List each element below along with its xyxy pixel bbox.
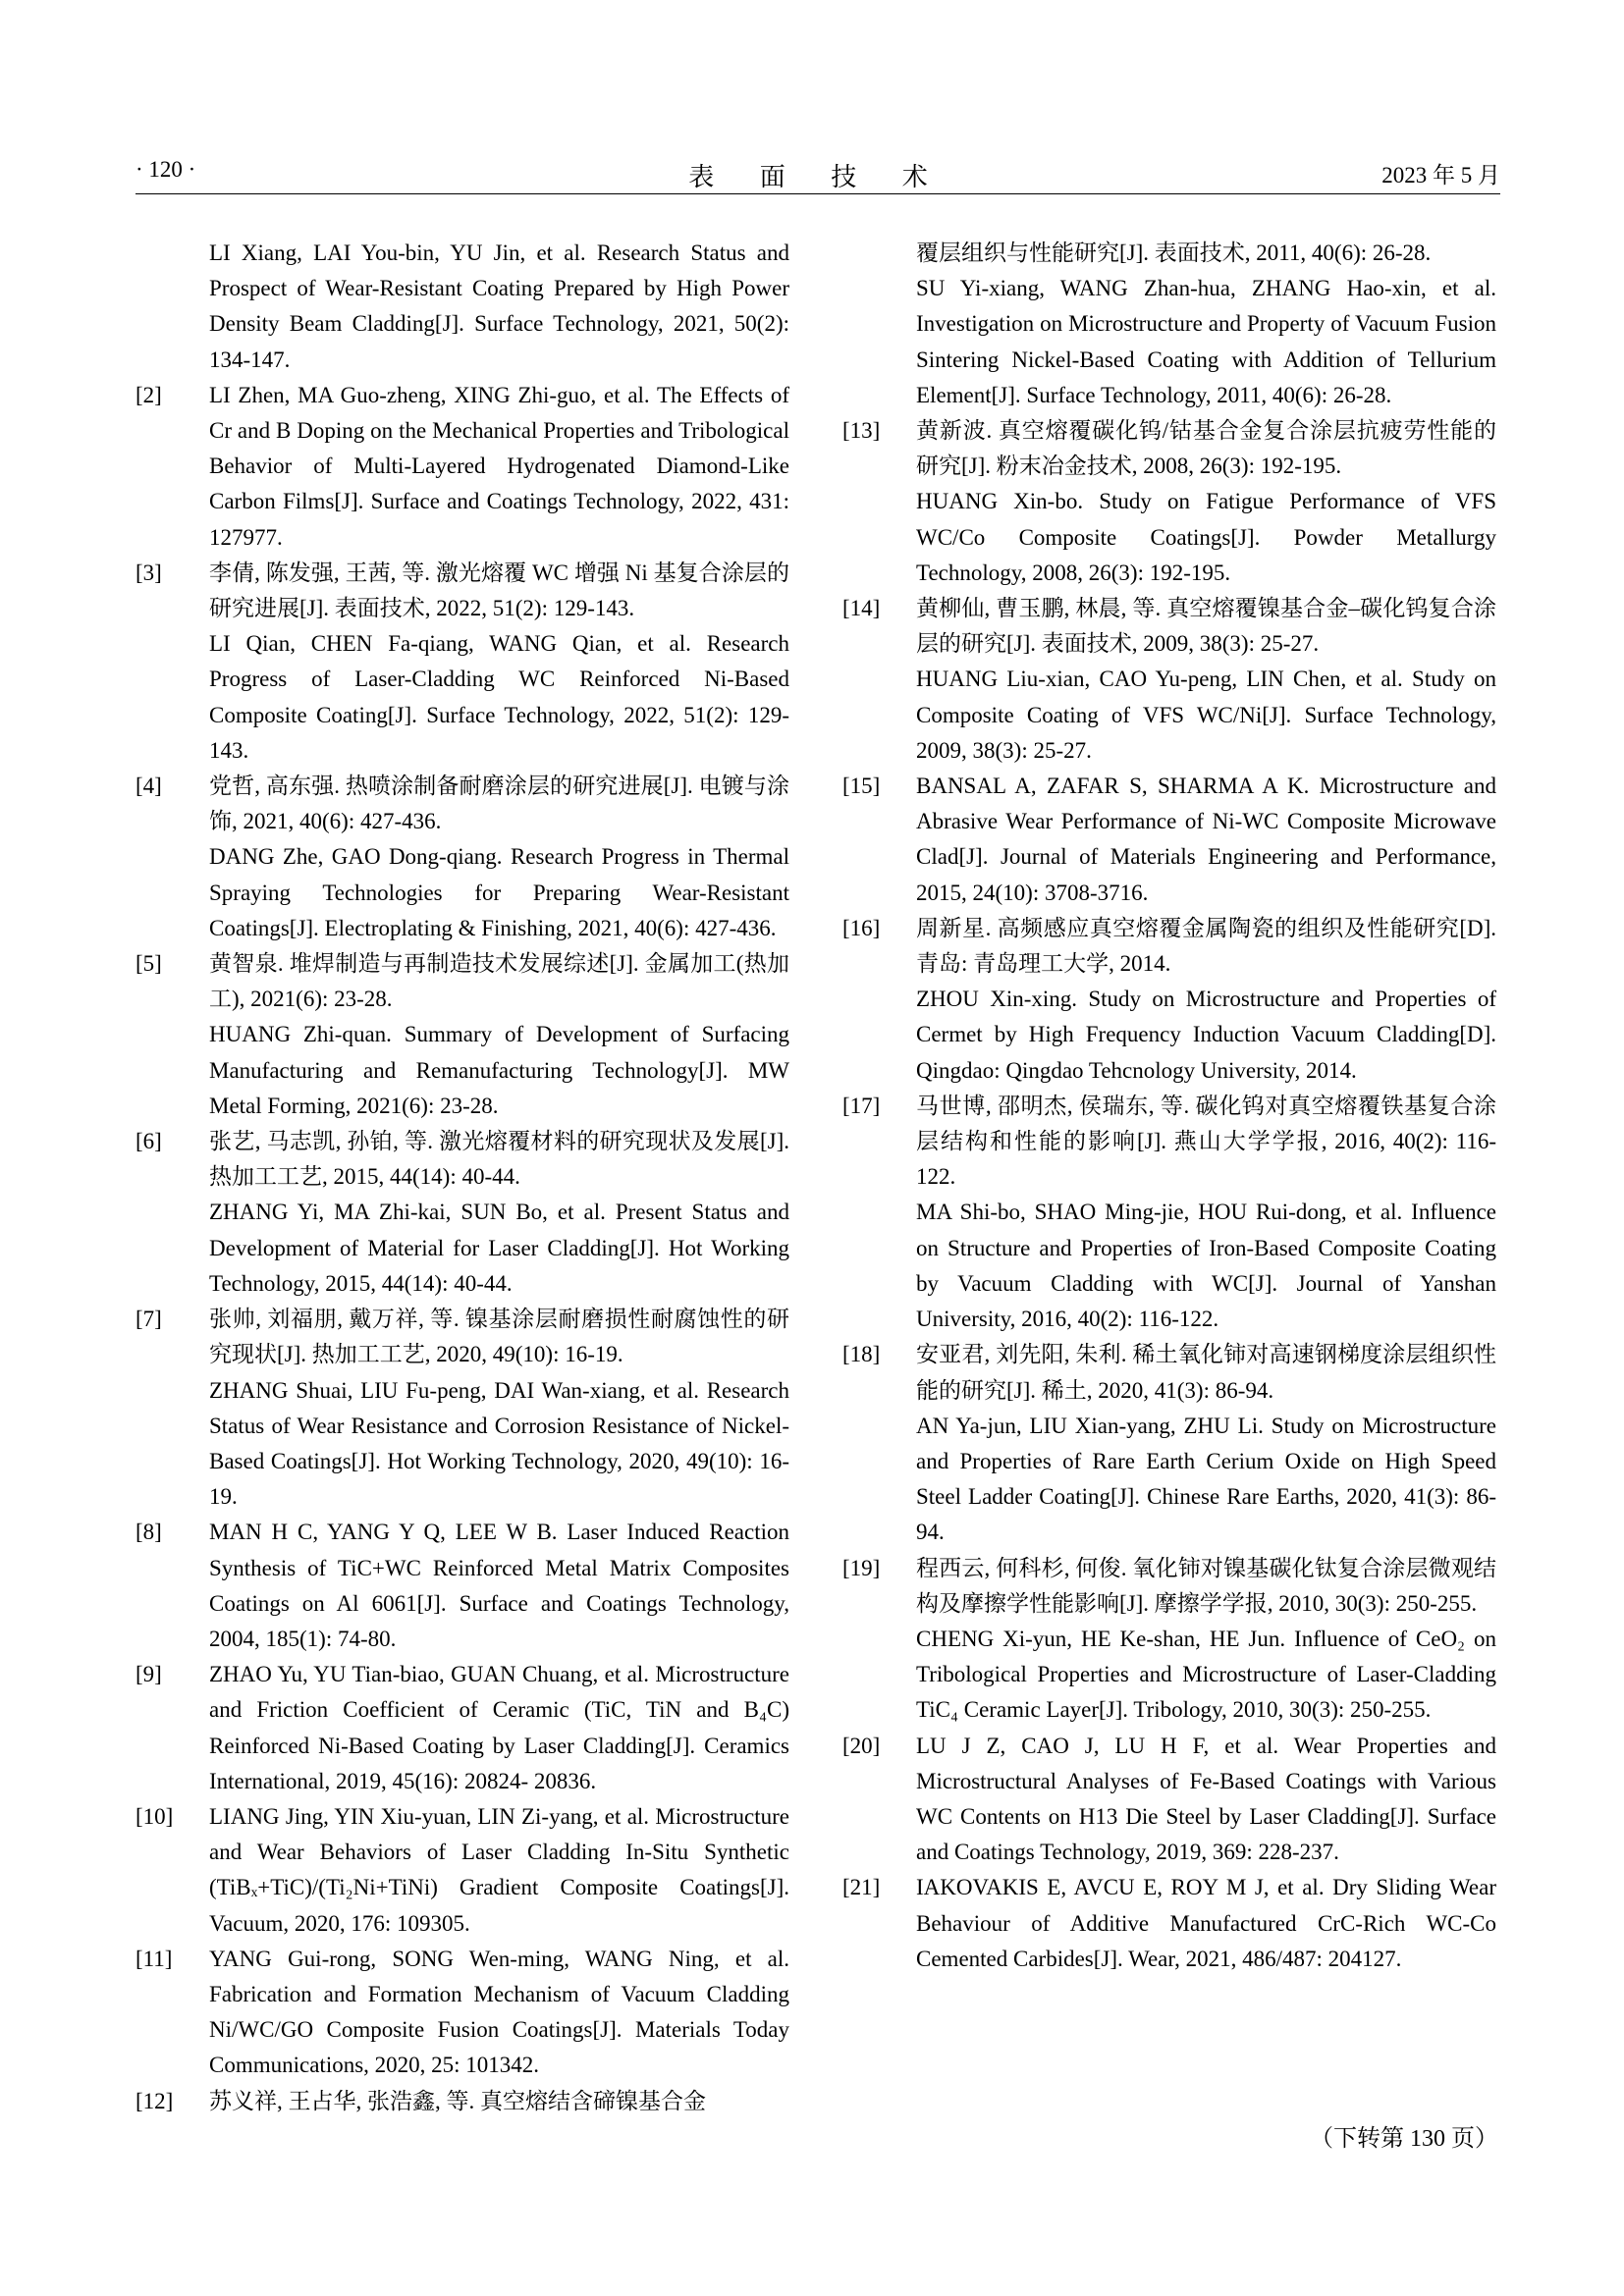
reference-body: [916, 769, 1496, 911]
reference-text: 苏义祥, 王占华, 张浩鑫, 等. 真空熔结含碲镍基合金: [209, 2088, 706, 2113]
reference-number: [5]: [135, 951, 162, 977]
reference-number: [13]: [842, 418, 881, 444]
reference-entry: [135, 1799, 789, 1942]
continued-note: （下转第 130 页）: [1310, 2126, 1498, 2152]
journal-title: 表 面 技 术: [688, 163, 947, 191]
reference-entry: [842, 1551, 1496, 1729]
reference-text: CHENG Xi-yun, HE Ke-shan, HE Jun. Influence of CeO₂ on Tribological Properties and Microstructure of Laser-Cladding TiC₄ Ceramic Layer[J]. Tribology, 2010, 30(3): 250-255.: [916, 1626, 1496, 1723]
reference-text: AN Ya-jun, LIU Xian-yang, ZHU Li. Study on Microstructure and Properties of Rare Earth Cerium Oxide on High Speed Steel Ladder Coating[J]. Chinese Rare Earths, 2020, 41(3): 86-94.: [916, 1413, 1496, 1545]
reference-text: SU Yi-xiang, WANG Zhan-hua, ZHANG Hao-xin, et al. Investigation on Microstructure and Property of Vacuum Fusion Sintering Nickel-Based Coating with Addition of Tellurium Element[J]. Surface Technology, 2011, 40(6): 26-28.: [916, 276, 1496, 407]
reference-body: [916, 413, 1496, 591]
reference-text: HUANG Liu-xian, CAO Yu-peng, LIN Chen, et al. Study on Composite Coating of VFS WC/Ni[J]. Surface Technology, 2009, 38(3): 25-27.: [916, 667, 1496, 763]
reference-text: 黄柳仙, 曹玉鹏, 林晨, 等. 真空熔覆镍基合金–碳化钨复合涂层的研究[J]. 表面技术, 2009, 38(3): 25-27.: [916, 596, 1496, 657]
reference-body: [209, 1302, 789, 1515]
reference-entry: [135, 1515, 789, 1657]
reference-number: [15]: [842, 774, 881, 799]
reference-number: [21]: [842, 1875, 881, 1900]
reference-number: [2]: [135, 382, 162, 407]
reference-body: [209, 946, 789, 1124]
reference-text: ZHANG Yi, MA Zhi-kai, SUN Bo, et al. Present Status and Development of Material for Laser Cladding[J]. Hot Working Technology, 2015, 44(14): 40-44.: [209, 1200, 789, 1296]
reference-number: [4]: [135, 774, 162, 799]
reference-continuation: [916, 236, 1496, 413]
reference-text: ZHAO Yu, YU Tian-biao, GUAN Chuang, et al. Microstructure and Friction Coefficient of Ceramic (TiC, TiN and B₄C) Reinforced Ni-Based Coating by Laser Cladding[J]. Ceramics International, 2019, 45(16): 20824- 20836.: [209, 1662, 789, 1793]
reference-text: LIANG Jing, YIN Xiu-yuan, LIN Zi-yang, et al. Microstructure and Wear Behaviors of Laser Cladding In-Situ Synthetic (TiBₓ+TiC)/(Ti₂Ni+TiNi) Gradient Composite Coatings[J]. Vacuum, 2020, 176: 109305.: [209, 1803, 789, 1936]
reference-entry: [135, 2084, 789, 2119]
reference-entry: [842, 1337, 1496, 1550]
reference-body: [916, 1337, 1496, 1550]
left-column: [135, 236, 789, 2119]
reference-body: [209, 769, 789, 946]
reference-text: ZHANG Shuai, LIU Fu-peng, DAI Wan-xiang, et al. Research Status of Wear Resistance and Corrosion Resistance of Nickel-Based Coatings[J]. Hot Working Technology, 2020, 49(10): 16-19.: [209, 1377, 789, 1510]
reference-number: [6]: [135, 1129, 162, 1154]
reference-text: 李倩, 陈发强, 王茜, 等. 激光熔覆 WC 增强 Ni 基复合涂层的研究进展[J]. 表面技术, 2022, 51(2): 129-143.: [209, 560, 789, 621]
reference-text: LI Zhen, MA Guo-zheng, XING Zhi-guo, et al. The Effects of Cr and B Doping on the Mechanical Properties and Tribological Behavior of Multi-Layered Hydrogenated Diamond-Like Carbon Films[J]. Surface and Coatings Technology, 2022, 431: 127977.: [209, 382, 789, 550]
reference-text: BANSAL A, ZAFAR S, SHARMA A K. Microstructure and Abrasive Wear Performance of Ni-WC Composite Microwave Clad[J]. Journal of Materials Engineering and Performance, 2015, 24(10): 3708-3716.: [916, 774, 1496, 905]
reference-text: 黄新波. 真空熔覆碳化钨/钴基合金复合涂层抗疲劳性能的研究[J]. 粉末冶金技术, 2008, 26(3): 192-195.: [916, 418, 1496, 479]
reference-text: 张帅, 刘福朋, 戴万祥, 等. 镍基涂层耐磨损性耐腐蚀性的研究现状[J]. 热加工工艺, 2020, 49(10): 16-19.: [209, 1307, 789, 1367]
reference-entry: [135, 1942, 789, 2084]
reference-number: [19]: [842, 1555, 881, 1580]
reference-number: [9]: [135, 1662, 162, 1687]
reference-number: [20]: [842, 1733, 881, 1758]
reference-entry: [135, 946, 789, 1124]
reference-body: [916, 911, 1496, 1089]
reference-body: [916, 1089, 1496, 1337]
reference-body: [209, 2084, 789, 2119]
reference-body: [209, 378, 789, 556]
reference-entry: [135, 1124, 789, 1302]
issue-date: 2023 年 5 月: [1381, 163, 1500, 187]
reference-number: [10]: [135, 1803, 174, 1829]
reference-body: [209, 1942, 789, 2084]
reference-body: [209, 556, 789, 769]
reference-text: LI Qian, CHEN Fa-qiang, WANG Qian, et al. Research Progress of Laser-Cladding WC Reinforced Ni-Based Composite Coating[J]. Surface Technology, 2022, 51(2): 129-143.: [209, 631, 789, 763]
reference-text: 马世博, 邵明杰, 侯瑞东, 等. 碳化钨对真空熔覆铁基复合涂层结构和性能的影响[J]. 燕山大学学报, 2016, 40(2): 116-122.: [916, 1093, 1496, 1190]
reference-body: [209, 1124, 789, 1302]
reference-body: [209, 1657, 789, 1799]
reference-text: 党哲, 高东强. 热喷涂制备耐磨涂层的研究进展[J]. 电镀与涂饰, 2021, 40(6): 427-436.: [209, 774, 789, 834]
reference-entry: [135, 556, 789, 769]
reference-body: [916, 1870, 1496, 1977]
reference-text: HUANG Xin-bo. Study on Fatigue Performance of VFS WC/Co Composite Coatings[J]. Powder Metallurgy Technology, 2008, 26(3): 192-195.: [916, 489, 1496, 585]
reference-text: LU J Z, CAO J, LU H F, et al. Wear Properties and Microstructural Analyses of Fe-Based Coatings with Various WC Contents on H13 Die Steel by Laser Cladding[J]. Surface and Coatings Technology, 2019, 369: 228-237.: [916, 1733, 1496, 1865]
reference-number: [12]: [135, 2088, 174, 2113]
right-column: [842, 236, 1496, 1977]
reference-body: [209, 1515, 789, 1657]
reference-text: DANG Zhe, GAO Dong-qiang. Research Progress in Thermal Spraying Technologies for Preparing Wear-Resistant Coatings[J]. Electroplating & Finishing, 2021, 40(6): 427-436.: [209, 844, 789, 940]
reference-text: 周新星. 高频感应真空熔覆金属陶瓷的组织及性能研究[D]. 青岛: 青岛理工大学, 2014.: [916, 915, 1496, 977]
reference-entry: [135, 1657, 789, 1799]
reference-body: [916, 591, 1496, 769]
reference-entry: [842, 591, 1496, 769]
reference-entry: [842, 1089, 1496, 1337]
page-header: [135, 157, 1500, 190]
reference-continuation: [209, 236, 789, 378]
reference-text: 覆层组织与性能研究[J]. 表面技术, 2011, 40(6): 26-28.: [916, 240, 1432, 265]
reference-number: [18]: [842, 1342, 881, 1367]
reference-number: [3]: [135, 560, 162, 585]
reference-entry: [842, 1870, 1496, 1977]
page-number: · 120 ·: [135, 157, 196, 182]
reference-text: 张艺, 马志凯, 孙铂, 等. 激光熔覆材料的研究现状及发展[J]. 热加工工艺, 2015, 44(14): 40-44.: [209, 1129, 789, 1190]
reference-entry: [135, 1302, 789, 1515]
reference-entry: [842, 1729, 1496, 1871]
reference-number: [16]: [842, 915, 881, 940]
reference-body: [916, 1729, 1496, 1871]
header-rule: [135, 193, 1500, 194]
reference-number: [17]: [842, 1093, 881, 1118]
reference-entry: [842, 413, 1496, 591]
reference-body: [209, 1799, 789, 1942]
reference-text: MAN H C, YANG Y Q, LEE W B. Laser Induced Reaction Synthesis of TiC+WC Reinforced Metal Matrix Composites Coatings on Al 6061[J]. Surface and Coatings Technology, 2004, 185(1): 74-80.: [209, 1520, 789, 1651]
reference-text: MA Shi-bo, SHAO Ming-jie, HOU Rui-dong, et al. Influence on Structure and Properties of Iron-Based Composite Coating by Vacuum Cladding with WC[J]. Journal of Yanshan University, 2016, 40(2): 116-122.: [916, 1200, 1496, 1332]
reference-text: HUANG Zhi-quan. Summary of Development of Surfacing Manufacturing and Remanufacturing Technology[J]. MW Metal Forming, 2021(6): 23-28.: [209, 1022, 789, 1118]
reference-number: [14]: [842, 596, 881, 621]
reference-text: 程西云, 何科杉, 何俊. 氧化铈对镍基碳化钛复合涂层微观结构及摩擦学性能影响[J]. 摩擦学学报, 2010, 30(3): 250-255.: [916, 1555, 1496, 1616]
reference-entry: [842, 911, 1496, 1089]
reference-text: ZHOU Xin-xing. Study on Microstructure and Properties of Cermet by High Frequency Induction Vacuum Cladding[D]. Qingdao: Qingdao Tehcnology University, 2014.: [916, 987, 1496, 1083]
reference-body: [916, 1551, 1496, 1729]
reference-text: 安亚君, 刘先阳, 朱利. 稀土氧化铈对高速钢梯度涂层组织性能的研究[J]. 稀土, 2020, 41(3): 86-94.: [916, 1342, 1496, 1403]
reference-text: IAKOVAKIS E, AVCU E, ROY M J, et al. Dry Sliding Wear Behaviour of Additive Manufactured CrC-Rich WC-Co Cemented Carbides[J]. Wear, 2021, 486/487: 204127.: [916, 1875, 1496, 1971]
reference-text: LI Xiang, LAI You-bin, YU Jin, et al. Research Status and Prospect of Wear-Resistant Coating Prepared by High Power Density Beam Cladding[J]. Surface Technology, 2021, 50(2): 134-147.: [209, 240, 789, 372]
reference-text: 黄智泉. 堆焊制造与再制造技术发展综述[J]. 金属加工(热加工), 2021(6): 23-28.: [209, 951, 789, 1012]
reference-number: [8]: [135, 1520, 162, 1545]
reference-entry: [135, 378, 789, 556]
reference-text: YANG Gui-rong, SONG Wen-ming, WANG Ning, et al. Fabrication and Formation Mechanism of Vacuum Cladding Ni/WC/GO Composite Fusion Coatings[J]. Materials Today Communications, 2020, 25: 101342.: [209, 1946, 789, 2078]
reference-entry: [135, 769, 789, 946]
reference-number: [11]: [135, 1946, 173, 1971]
reference-number: [7]: [135, 1307, 162, 1332]
reference-entry: [842, 769, 1496, 911]
